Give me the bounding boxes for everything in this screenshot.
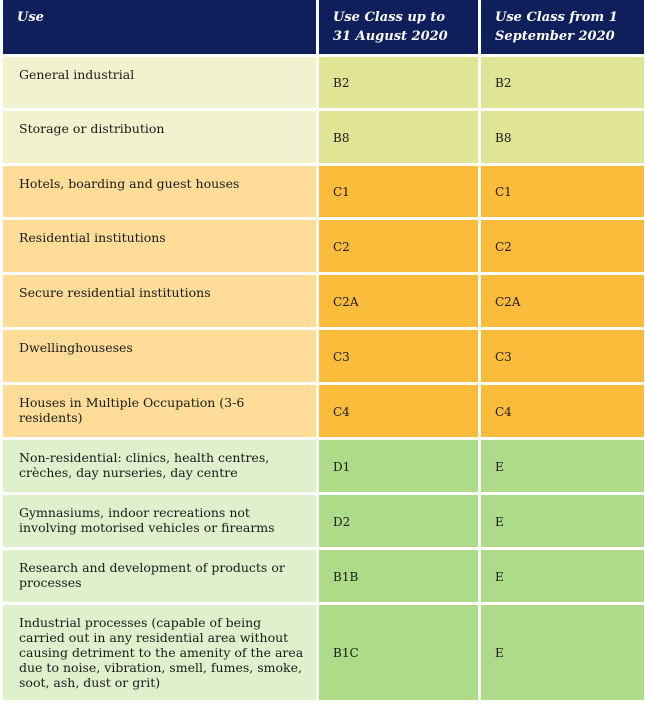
header-use-class-after: Use Class from 1 September 2020 <box>481 0 644 54</box>
header-row <box>3 0 644 54</box>
table-row <box>3 220 644 272</box>
table-row <box>3 440 644 492</box>
class-after-cell: C4 <box>481 385 644 437</box>
use-cell: Hotels, boarding and guest houses <box>3 166 316 217</box>
class-before-cell: C4 <box>319 385 478 437</box>
class-before-cell: C1 <box>319 166 478 217</box>
use-cell: Research and development of products or processes <box>3 550 316 602</box>
class-before-cell: D2 <box>319 495 478 547</box>
table-row <box>3 166 644 217</box>
class-after-cell: E <box>481 440 644 492</box>
use-cell: Secure residential institutions <box>3 275 316 327</box>
class-after-cell: E <box>481 605 644 700</box>
class-after-cell: B2 <box>481 57 644 108</box>
use-cell: Houses in Multiple Occupation (3-6 residents) <box>3 385 316 437</box>
class-before-cell: C2A <box>319 275 478 327</box>
header-use-class-before: Use Class up to 31 August 2020 <box>319 0 478 54</box>
class-before-cell: B8 <box>319 111 478 163</box>
class-after-cell: E <box>481 495 644 547</box>
table-row <box>3 330 644 382</box>
table-row <box>3 550 644 602</box>
table-row <box>3 385 644 437</box>
class-before-cell: B1B <box>319 550 478 602</box>
header-use: Use <box>3 0 316 54</box>
class-before-cell: B2 <box>319 57 478 108</box>
class-after-cell: C3 <box>481 330 644 382</box>
table-row <box>3 495 644 547</box>
class-after-cell: C2 <box>481 220 644 272</box>
class-before-cell: B1C <box>319 605 478 700</box>
table-row <box>3 605 644 700</box>
use-cell: Residential institutions <box>3 220 316 272</box>
class-before-cell: C3 <box>319 330 478 382</box>
use-cell: General industrial <box>3 57 316 108</box>
table-row <box>3 57 644 108</box>
class-after-cell: E <box>481 550 644 602</box>
class-after-cell: C2A <box>481 275 644 327</box>
class-before-cell: C2 <box>319 220 478 272</box>
use-cell: Non-residential: clinics, health centres, crèches, day nurseries, day centre <box>3 440 316 492</box>
table-row <box>3 275 644 327</box>
use-cell: Gymnasiums, indoor recreations not involving motorised vehicles or firearms <box>3 495 316 547</box>
class-before-cell: D1 <box>319 440 478 492</box>
table-row <box>3 111 644 163</box>
use-cell: Storage or distribution <box>3 111 316 163</box>
class-after-cell: C1 <box>481 166 644 217</box>
class-after-cell: B8 <box>481 111 644 163</box>
use-cell: Dwellinghouseses <box>3 330 316 382</box>
use-cell: Industrial processes (capable of being carried out in any residential area without causing detriment to the amenity of the area due to noise, vibration, smell, fumes, smoke, soot, ash, dust or grit) <box>3 605 316 700</box>
